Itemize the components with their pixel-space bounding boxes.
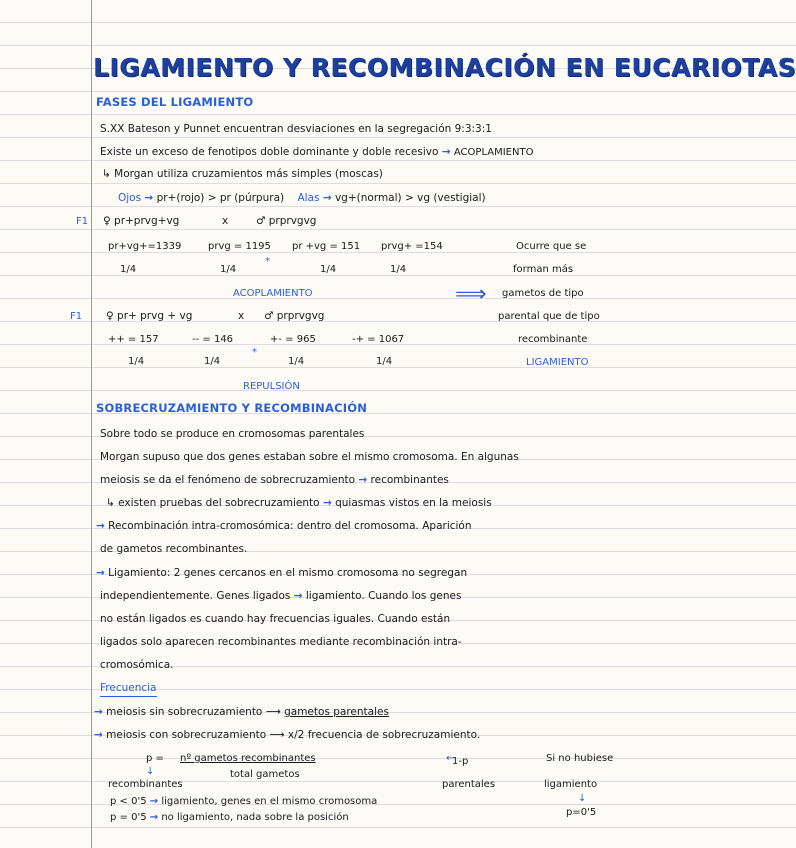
text-span: no ligamiento, nada sobre la posición bbox=[161, 812, 349, 823]
text-span: recombinantes bbox=[370, 474, 449, 486]
formula-denominator: total gametos bbox=[230, 769, 300, 780]
arrow-right-icon: → bbox=[322, 192, 332, 204]
text-span: meiosis con sobrecruzamiento bbox=[106, 729, 267, 741]
note-line: forman más bbox=[513, 264, 574, 275]
text-line bbox=[94, 729, 480, 742]
arrow-right-icon: → bbox=[96, 520, 105, 532]
text-line bbox=[100, 474, 449, 487]
fraction-value: 1/4 bbox=[288, 356, 305, 367]
count-value: pr+vg+=1339 bbox=[108, 241, 182, 252]
star-mark: * bbox=[252, 347, 257, 358]
text-line: Morgan supuso que dos genes estaban sobre el mismo cromosoma. En algunas bbox=[100, 451, 519, 463]
text-span: vg+(normal) > vg (vestigial) bbox=[334, 192, 486, 204]
text-span: frecuencia de sobrecruzamiento. bbox=[307, 729, 481, 741]
cross-female: ♀ pr+prvg+vg bbox=[103, 215, 180, 227]
arrow-right-icon: → bbox=[94, 729, 103, 741]
fraction-value: 1/4 bbox=[204, 356, 221, 367]
arrow-right-icon: → bbox=[293, 590, 303, 602]
text-line bbox=[118, 192, 486, 205]
note-line: Ocurre que se bbox=[516, 241, 587, 252]
arrow-right-icon: → bbox=[144, 192, 154, 204]
text-line bbox=[102, 168, 383, 181]
count-value: +- = 965 bbox=[270, 334, 316, 345]
text-span: ligamiento. Cuando los genes bbox=[305, 590, 462, 602]
return-arrow-icon: ↳ bbox=[106, 497, 115, 509]
star-mark: * bbox=[265, 256, 270, 267]
formula-p: p = bbox=[146, 753, 164, 764]
text-span: meiosis se da el fenómeno de sobrecruzamiento bbox=[100, 474, 356, 486]
text-line: S.XX Bateson y Punnet encuentran desviaciones en la segregación 9:3:3:1 bbox=[100, 123, 492, 135]
text-span: meiosis sin sobrecruzamiento bbox=[106, 706, 263, 718]
label-alas: Alas bbox=[297, 192, 320, 204]
p-value: p=0'5 bbox=[566, 807, 597, 818]
f1-label: F1 bbox=[76, 216, 89, 227]
text-span: ACOPLAMIENTO bbox=[453, 147, 534, 158]
arrow-right-icon: ⟶ bbox=[269, 729, 285, 741]
text-span: pr+(rojo) > pr (púrpura) bbox=[156, 192, 285, 204]
cross-male: ♂ prprvgvg bbox=[256, 215, 317, 227]
note-line: Si no hubiese bbox=[546, 753, 614, 764]
text-line bbox=[106, 497, 492, 510]
fraction-value: 1/4 bbox=[390, 264, 407, 275]
note-line: recombinante bbox=[518, 334, 588, 345]
text-span: p = 0'5 bbox=[110, 812, 147, 823]
cross-male: ♂ prprvgvg bbox=[264, 310, 325, 322]
return-arrow-icon: ↳ bbox=[102, 168, 111, 180]
count-value: pr +vg = 151 bbox=[292, 241, 361, 252]
label-ojos: Ojos bbox=[118, 192, 142, 204]
text-line bbox=[94, 706, 389, 719]
text-span: existen pruebas del sobrecruzamiento bbox=[118, 497, 320, 509]
section-heading-frecuencia: Frecuencia bbox=[100, 682, 157, 697]
fraction-value: 1/4 bbox=[320, 264, 337, 275]
text-line: cromosómica. bbox=[100, 659, 174, 671]
fraction-value: 1/4 bbox=[376, 356, 393, 367]
arrow-right-icon: → bbox=[322, 497, 332, 509]
note-line: gametos de tipo bbox=[502, 288, 584, 299]
arrow-right-icon: → bbox=[441, 146, 451, 158]
formula-one-minus-p: 1-p bbox=[452, 756, 469, 767]
text-line: de gametos recombinantes. bbox=[100, 543, 248, 555]
arrow-right-icon: → bbox=[358, 474, 368, 486]
formula-numerator: nº gametos recombinantes bbox=[180, 753, 316, 764]
text-line bbox=[100, 146, 533, 159]
count-value: prvg+ =154 bbox=[381, 241, 443, 252]
arrow-down-icon: ↓ bbox=[146, 766, 155, 777]
notebook-margin-line bbox=[91, 0, 92, 848]
page-title: LIGAMIENTO Y RECOMBINACIÓN EN EUCARIOTAS bbox=[93, 53, 796, 82]
arrow-right-icon: → bbox=[149, 796, 159, 807]
text-line: ligados solo aparecen recombinantes mediante recombinación intra- bbox=[100, 636, 462, 648]
cross-label-acoplamiento: ACOPLAMIENTO bbox=[233, 288, 313, 299]
text-line bbox=[110, 795, 377, 808]
label-parentales: parentales bbox=[442, 779, 496, 790]
text-span: gametos parentales bbox=[284, 706, 389, 718]
note-line: ligamiento bbox=[544, 779, 598, 790]
arrow-left-icon: ← bbox=[446, 753, 455, 764]
note-ligamiento: LIGAMIENTO bbox=[526, 357, 589, 368]
double-arrow-icon: ⟹ bbox=[455, 282, 487, 307]
fraction-value: 1/4 bbox=[120, 264, 137, 275]
count-value: ++ = 157 bbox=[108, 334, 159, 345]
cross-female: ♀ pr+ prvg + vg bbox=[106, 310, 193, 322]
cross-label-repulsion: REPULSIÓN bbox=[243, 381, 300, 392]
text-span: ligamiento, genes en el mismo cromosoma bbox=[161, 796, 378, 807]
arrow-right-icon: → bbox=[149, 812, 159, 823]
text-line bbox=[96, 567, 467, 580]
text-span: Existe un exceso de fenotipos doble dominante y doble recesivo bbox=[100, 146, 439, 158]
count-value: -+ = 1067 bbox=[352, 334, 405, 345]
text-span: Morgan utiliza cruzamientos más simples (moscas) bbox=[114, 168, 383, 180]
arrow-down-icon: ↓ bbox=[578, 793, 587, 804]
note-line: parental que de tipo bbox=[498, 311, 600, 322]
arrow-right-icon: → bbox=[94, 706, 103, 718]
cross-x: x bbox=[222, 215, 229, 227]
count-value: prvg = 1195 bbox=[208, 241, 271, 252]
arrow-right-icon: ⟶ bbox=[265, 706, 281, 718]
f1-label: F1 bbox=[70, 311, 83, 322]
text-span: quiasmas vistos en la meiosis bbox=[335, 497, 492, 509]
cross-x: x bbox=[238, 310, 245, 322]
fraction-value: 1/4 bbox=[220, 264, 237, 275]
text-span: independientemente. Genes ligados bbox=[100, 590, 291, 602]
text-line bbox=[100, 590, 461, 603]
text-span: p < 0'5 bbox=[110, 796, 147, 807]
count-value: -- = 146 bbox=[192, 334, 234, 345]
text-line bbox=[110, 811, 349, 824]
text-span: Recombinación intra-cromosómica: dentro del cromosoma. Aparición bbox=[108, 520, 472, 532]
text-line: no están ligados es cuando hay frecuencias iguales. Cuando están bbox=[100, 613, 451, 625]
text-span: x/2 bbox=[287, 729, 305, 741]
text-line bbox=[96, 520, 472, 533]
section-heading-sobrecruzamiento: SOBRECRUZAMIENTO Y RECOMBINACIÓN bbox=[96, 401, 368, 415]
fraction-value: 1/4 bbox=[128, 356, 145, 367]
text-span: Ligamiento: 2 genes cercanos en el mismo cromosoma no segregan bbox=[108, 567, 468, 579]
arrow-right-icon: → bbox=[96, 567, 105, 579]
text-line: Sobre todo se produce en cromosomas parentales bbox=[100, 428, 365, 440]
section-heading-fases: FASES DEL LIGAMIENTO bbox=[96, 95, 254, 109]
label-recombinantes: recombinantes bbox=[108, 779, 183, 790]
